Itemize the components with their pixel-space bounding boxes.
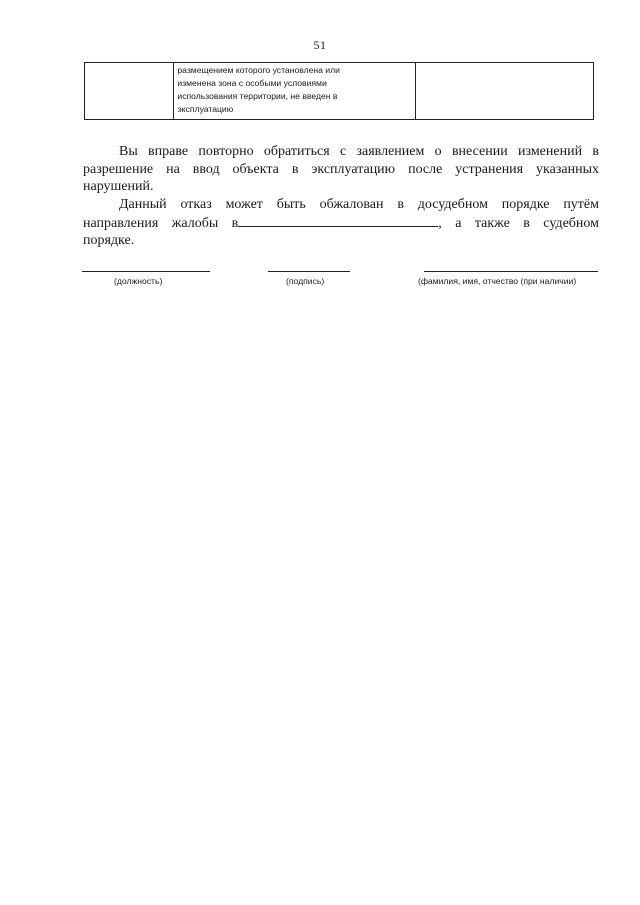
table-cell-reason bbox=[416, 63, 594, 120]
table-cell-line: использования территории, не введен в bbox=[177, 91, 338, 101]
table-cell-number bbox=[85, 63, 174, 120]
table-cell-line: эксплуатацию bbox=[177, 104, 234, 114]
table-cell-description bbox=[174, 63, 416, 120]
objects-table bbox=[84, 62, 594, 120]
reapply-paragraph bbox=[83, 143, 599, 196]
appeal-paragraph bbox=[83, 196, 599, 250]
position-caption: (должность) bbox=[114, 276, 163, 286]
paragraph-line: нарушений. bbox=[83, 179, 154, 194]
signature-caption: (подпись) bbox=[286, 276, 325, 286]
signature-line bbox=[268, 271, 350, 272]
paragraph-line: порядке. bbox=[83, 233, 135, 248]
appeal-text-before: направления жалобы в bbox=[83, 215, 239, 231]
appeal-authority-blank bbox=[238, 214, 438, 227]
appeal-text-after: , а также в судебном bbox=[438, 215, 599, 231]
name-caption: (фамилия, имя, отчество (при наличии) bbox=[418, 276, 577, 286]
name-signature-line bbox=[424, 271, 598, 272]
position-signature-line bbox=[82, 271, 210, 272]
table-row bbox=[85, 63, 594, 120]
paragraph-line: Вы вправе повторно обратиться с заявлением о внесении изменений в bbox=[119, 144, 599, 159]
page-number: 51 bbox=[313, 38, 327, 52]
table-cell-line: изменена зона с особыми условиями bbox=[177, 78, 327, 88]
table-cell-line: размещением которого установлена или bbox=[177, 65, 340, 75]
paragraph-line: разрешение на ввод объекта в эксплуатацию после устранения указанных bbox=[83, 161, 599, 177]
paragraph-line bbox=[83, 214, 599, 233]
paragraph-line: Данный отказ может быть обжалован в досудебном порядке путём bbox=[119, 197, 599, 212]
